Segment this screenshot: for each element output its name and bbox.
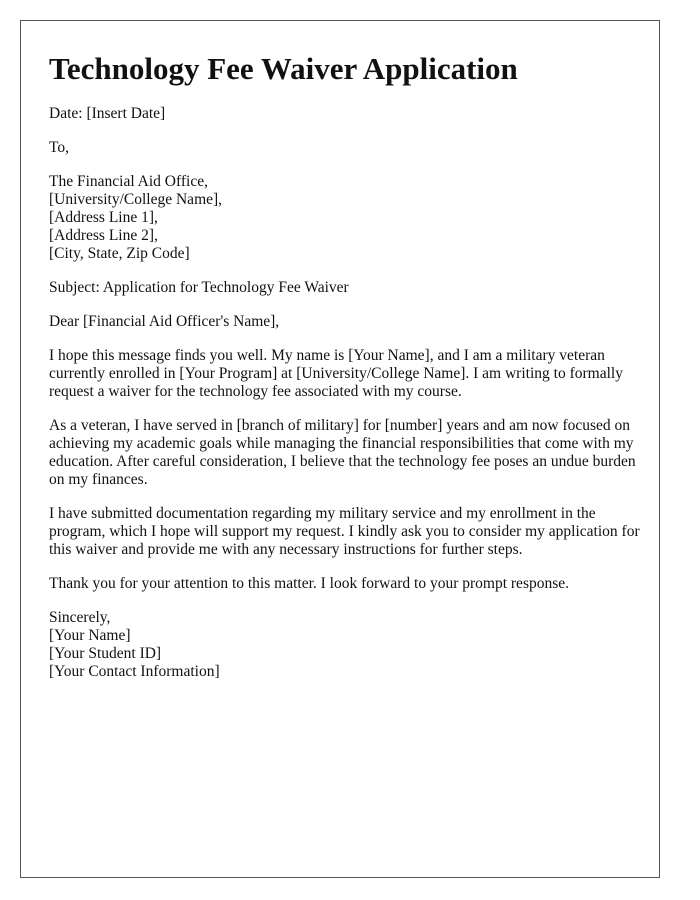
- letter-page: [20, 20, 660, 878]
- page-title: Technology Fee Waiver Application: [49, 51, 518, 86]
- address-line: [Address Line 1],: [49, 209, 158, 226]
- letter-content: [49, 51, 649, 697]
- subject-line: Subject: Application for Technology Fee Waiver: [49, 279, 349, 296]
- signature-block: [49, 609, 649, 681]
- salutation-to: To,: [49, 139, 70, 156]
- greeting: Dear [Financial Aid Officer's Name],: [49, 313, 280, 330]
- date-line: Date: [Insert Date]: [49, 105, 166, 122]
- closing-line: Sincerely,: [49, 609, 111, 626]
- body-paragraph: As a veteran, I have served in [branch of military] for [number] years and am now focused on achieving my academic goals while managing the financial responsibilities that come with my education. After careful consideration, I believe that the technology fee poses an undue burden on my finances.: [49, 417, 636, 488]
- body-paragraph: I have submitted documentation regarding my military service and my enrollment in the program, which I hope will support my request. I kindly ask you to consider my application for this waiver and provide me with any necessary instructions for further steps.: [49, 505, 640, 558]
- address-line: [Address Line 2],: [49, 227, 158, 244]
- closing-line: [Your Contact Information]: [49, 663, 220, 680]
- body-paragraph: I hope this message finds you well. My name is [Your Name], and I am a military veteran currently enrolled in [Your Program] at [University/College Name]. I am writing to formally request a waiver for the technology fee associated with my course.: [49, 347, 623, 400]
- closing-line: [Your Name]: [49, 627, 131, 644]
- closing-line: [Your Student ID]: [49, 645, 162, 662]
- address-line: [City, State, Zip Code]: [49, 245, 190, 262]
- recipient-address: [49, 173, 649, 263]
- body-paragraph: Thank you for your attention to this matter. I look forward to your prompt response.: [49, 575, 570, 592]
- address-line: The Financial Aid Office,: [49, 173, 208, 190]
- address-line: [University/College Name],: [49, 191, 223, 208]
